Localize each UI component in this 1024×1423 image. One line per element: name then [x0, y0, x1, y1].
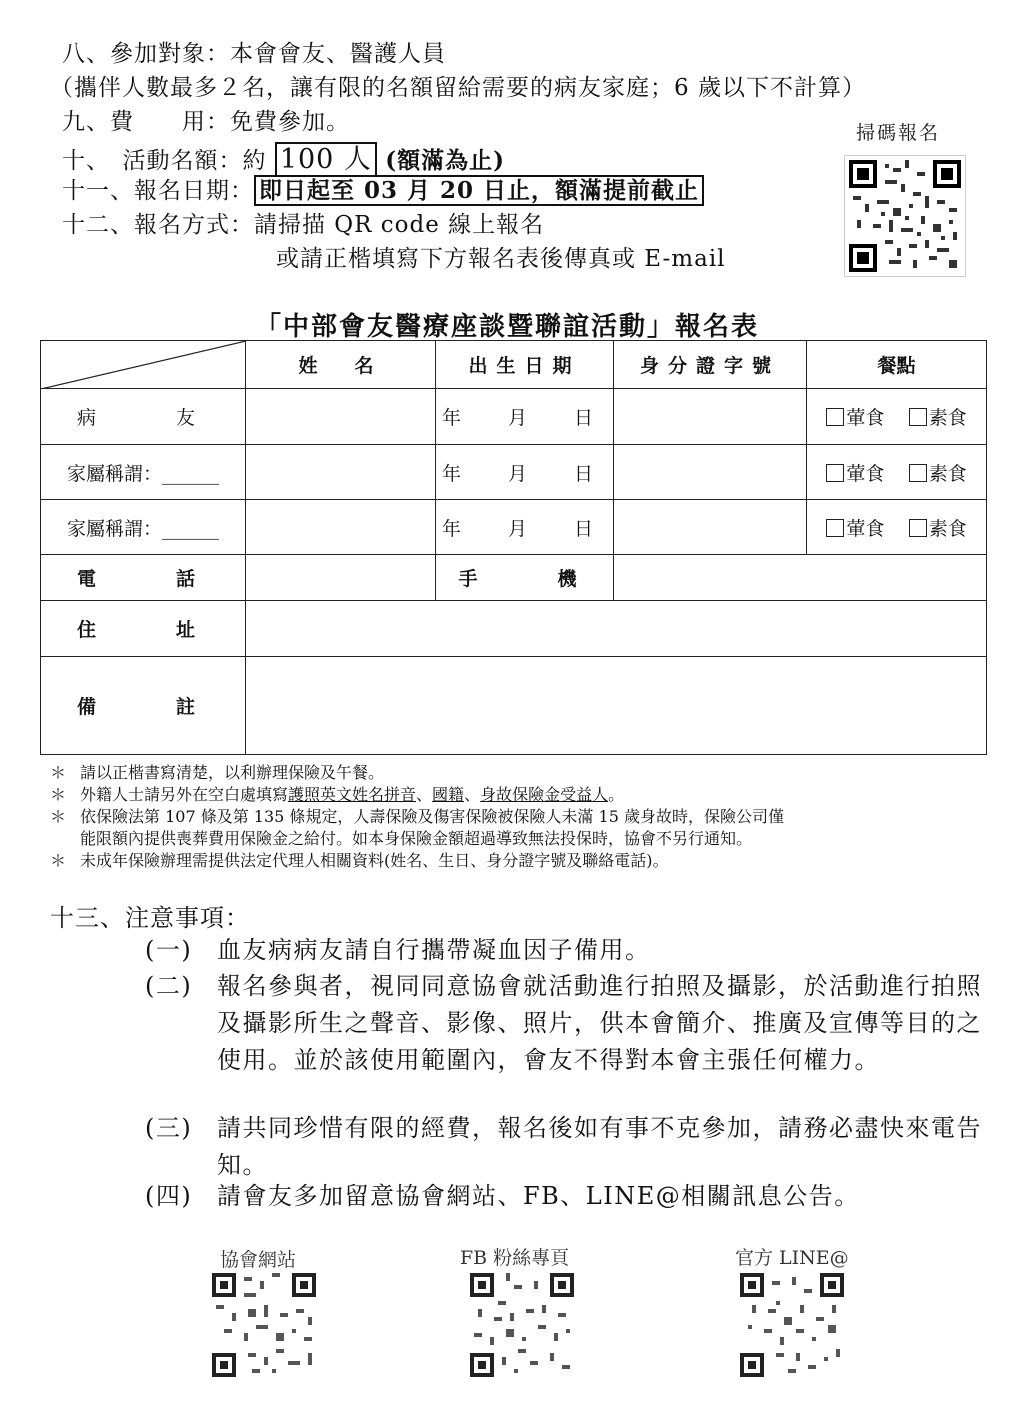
note-item: ＊ 外籍人士請另外在空白處填寫護照英文姓名拼音、國籍、身故保險金受益人。	[50, 785, 625, 804]
item-12-method: 十二、報名方式：請掃描 QR code 線上報名	[62, 212, 545, 238]
note-item: ＊ 請以正楷書寫清楚，以利辦理保險及午餐。	[50, 763, 385, 782]
meat-label: 葷食	[846, 462, 885, 485]
remarks-label: 備 註	[41, 657, 246, 755]
meal-choice-family-1	[807, 445, 987, 500]
precaution-item: (二) 報名參與者，視同同意協會就活動進行拍照及攝影，於活動進行拍照及攝影所生之聲音、影像、照片，供本會簡介、推廣及宣傳等目的之使用。並於該使用範圍內，會友不得對本會主張任何權力。	[145, 972, 982, 1074]
website-qr-code[interactable]	[212, 1273, 316, 1377]
form-notes	[50, 762, 784, 872]
name-input-patient[interactable]	[246, 389, 436, 445]
veg-checkbox[interactable]	[909, 519, 927, 537]
signup-qr-code[interactable]	[844, 155, 966, 277]
birthdate-input-patient[interactable]: 年 月 日	[436, 389, 614, 445]
address-input[interactable]	[246, 601, 987, 657]
meat-checkbox[interactable]	[826, 408, 844, 426]
id-input-family-1[interactable]	[614, 445, 807, 500]
veg-checkbox[interactable]	[909, 408, 927, 426]
meat-checkbox[interactable]	[826, 464, 844, 482]
birthdate-input-family-2[interactable]: 年 月 日	[436, 500, 614, 555]
meat-label: 葷食	[846, 517, 885, 540]
website-qr-label: 協會網站	[220, 1249, 297, 1271]
scan-label: 掃碼報名	[856, 122, 941, 144]
item-10-quota-row	[62, 137, 505, 176]
phone-row	[41, 555, 987, 601]
item-10-quota: 100 人	[275, 142, 377, 177]
item-11-date-row	[62, 172, 704, 205]
header-meal: 餐點	[807, 341, 987, 389]
qr-icon	[740, 1273, 844, 1377]
item-10-suffix: (額滿為止)	[385, 147, 506, 174]
item-11-label: 十一、報名日期：	[62, 178, 254, 204]
row-family-label-1: 家屬稱謂：______	[41, 445, 246, 500]
id-input-patient[interactable]	[614, 389, 807, 445]
precaution-item: (三) 請共同珍惜有限的經費，報名後如有事不克參加，請務必盡快來電告知。	[145, 1114, 982, 1179]
row-patient-label: 病 友	[41, 389, 246, 445]
table-row	[41, 389, 987, 445]
veg-label: 素食	[928, 517, 967, 540]
diagonal-line	[41, 341, 246, 389]
meat-checkbox[interactable]	[826, 519, 844, 537]
line-qr-code[interactable]	[740, 1273, 844, 1377]
address-label: 住 址	[41, 601, 246, 657]
phone-input[interactable]	[246, 555, 436, 601]
precaution-item: (一) 血友病病友請自行攜帶凝血因子備用。	[145, 936, 651, 964]
registration-form-table	[40, 340, 987, 755]
qr-icon	[845, 156, 965, 276]
meat-label: 葷食	[846, 407, 885, 429]
qr-icon	[470, 1273, 574, 1377]
item-8-note: （攜伴人數最多２名，讓有限的名額留給需要的病友家庭；6 歲以下不計算）	[50, 75, 866, 101]
meal-choice-patient	[807, 389, 987, 445]
diagonal-corner-cell	[41, 341, 246, 389]
id-input-family-2[interactable]	[614, 500, 807, 555]
table-row	[41, 500, 987, 555]
phone-label: 電 話	[41, 555, 246, 601]
note-item: ＊ 未成年保險辦理需提供法定代理人相關資料(姓名、生日、身分證字號及聯絡電話)。	[50, 851, 669, 870]
qr-icon	[212, 1273, 316, 1377]
item-11-value: 即日起至 03 月 20 日止，額滿提前截止	[254, 175, 704, 206]
remarks-input[interactable]	[246, 657, 987, 755]
item-12-alt: 或請正楷填寫下方報名表後傳真或 E-mail	[276, 246, 726, 272]
birthdate-input-family-1[interactable]: 年 月 日	[436, 445, 614, 500]
note-item: ＊ 依保險法第 107 條及第 135 條規定，人壽保險及傷害保險被保險人未滿 15 歲身故時，保險公司僅	[50, 807, 784, 826]
item-10-label: 十、 活動名額：約	[62, 148, 267, 174]
item-9-fee: 九、費 用：免費參加。	[62, 109, 350, 135]
form-title: 「中部會友醫療座談暨聯誼活動」報名表	[255, 312, 760, 342]
name-input-family-1[interactable]	[246, 445, 436, 500]
mobile-label: 手 機	[436, 555, 614, 601]
mobile-input[interactable]	[614, 555, 987, 601]
address-row	[41, 601, 987, 657]
line-qr-label: 官方 LINE@	[735, 1247, 849, 1269]
veg-checkbox[interactable]	[909, 464, 927, 482]
veg-label: 素食	[928, 407, 967, 429]
table-header-row	[41, 341, 987, 389]
meal-choice-family-2	[807, 500, 987, 555]
row-family-label-2: 家屬稱謂：______	[41, 500, 246, 555]
header-birthdate: 出生日期	[436, 341, 614, 389]
item-8-target: 八、參加對象：本會會友、醫護人員	[62, 41, 446, 67]
fb-qr-label: FB 粉絲專頁	[460, 1247, 570, 1269]
header-id-number: 身分證字號	[614, 341, 807, 389]
header-name: 姓 名	[246, 341, 436, 389]
table-row	[41, 445, 987, 500]
precautions-title: 十三、注意事項：	[50, 904, 250, 932]
name-input-family-2[interactable]	[246, 500, 436, 555]
precaution-item: (四) 請會友多加留意協會網站、FB、LINE@相關訊息公告。	[145, 1182, 860, 1210]
fb-qr-code[interactable]	[470, 1273, 574, 1377]
note-item-cont: 能限額內提供喪葬費用保險金之給付。如本身保險金額超過導致無法投保時，協會不另行通知。	[80, 829, 753, 848]
remarks-row	[41, 657, 987, 755]
veg-label: 素食	[928, 462, 967, 485]
